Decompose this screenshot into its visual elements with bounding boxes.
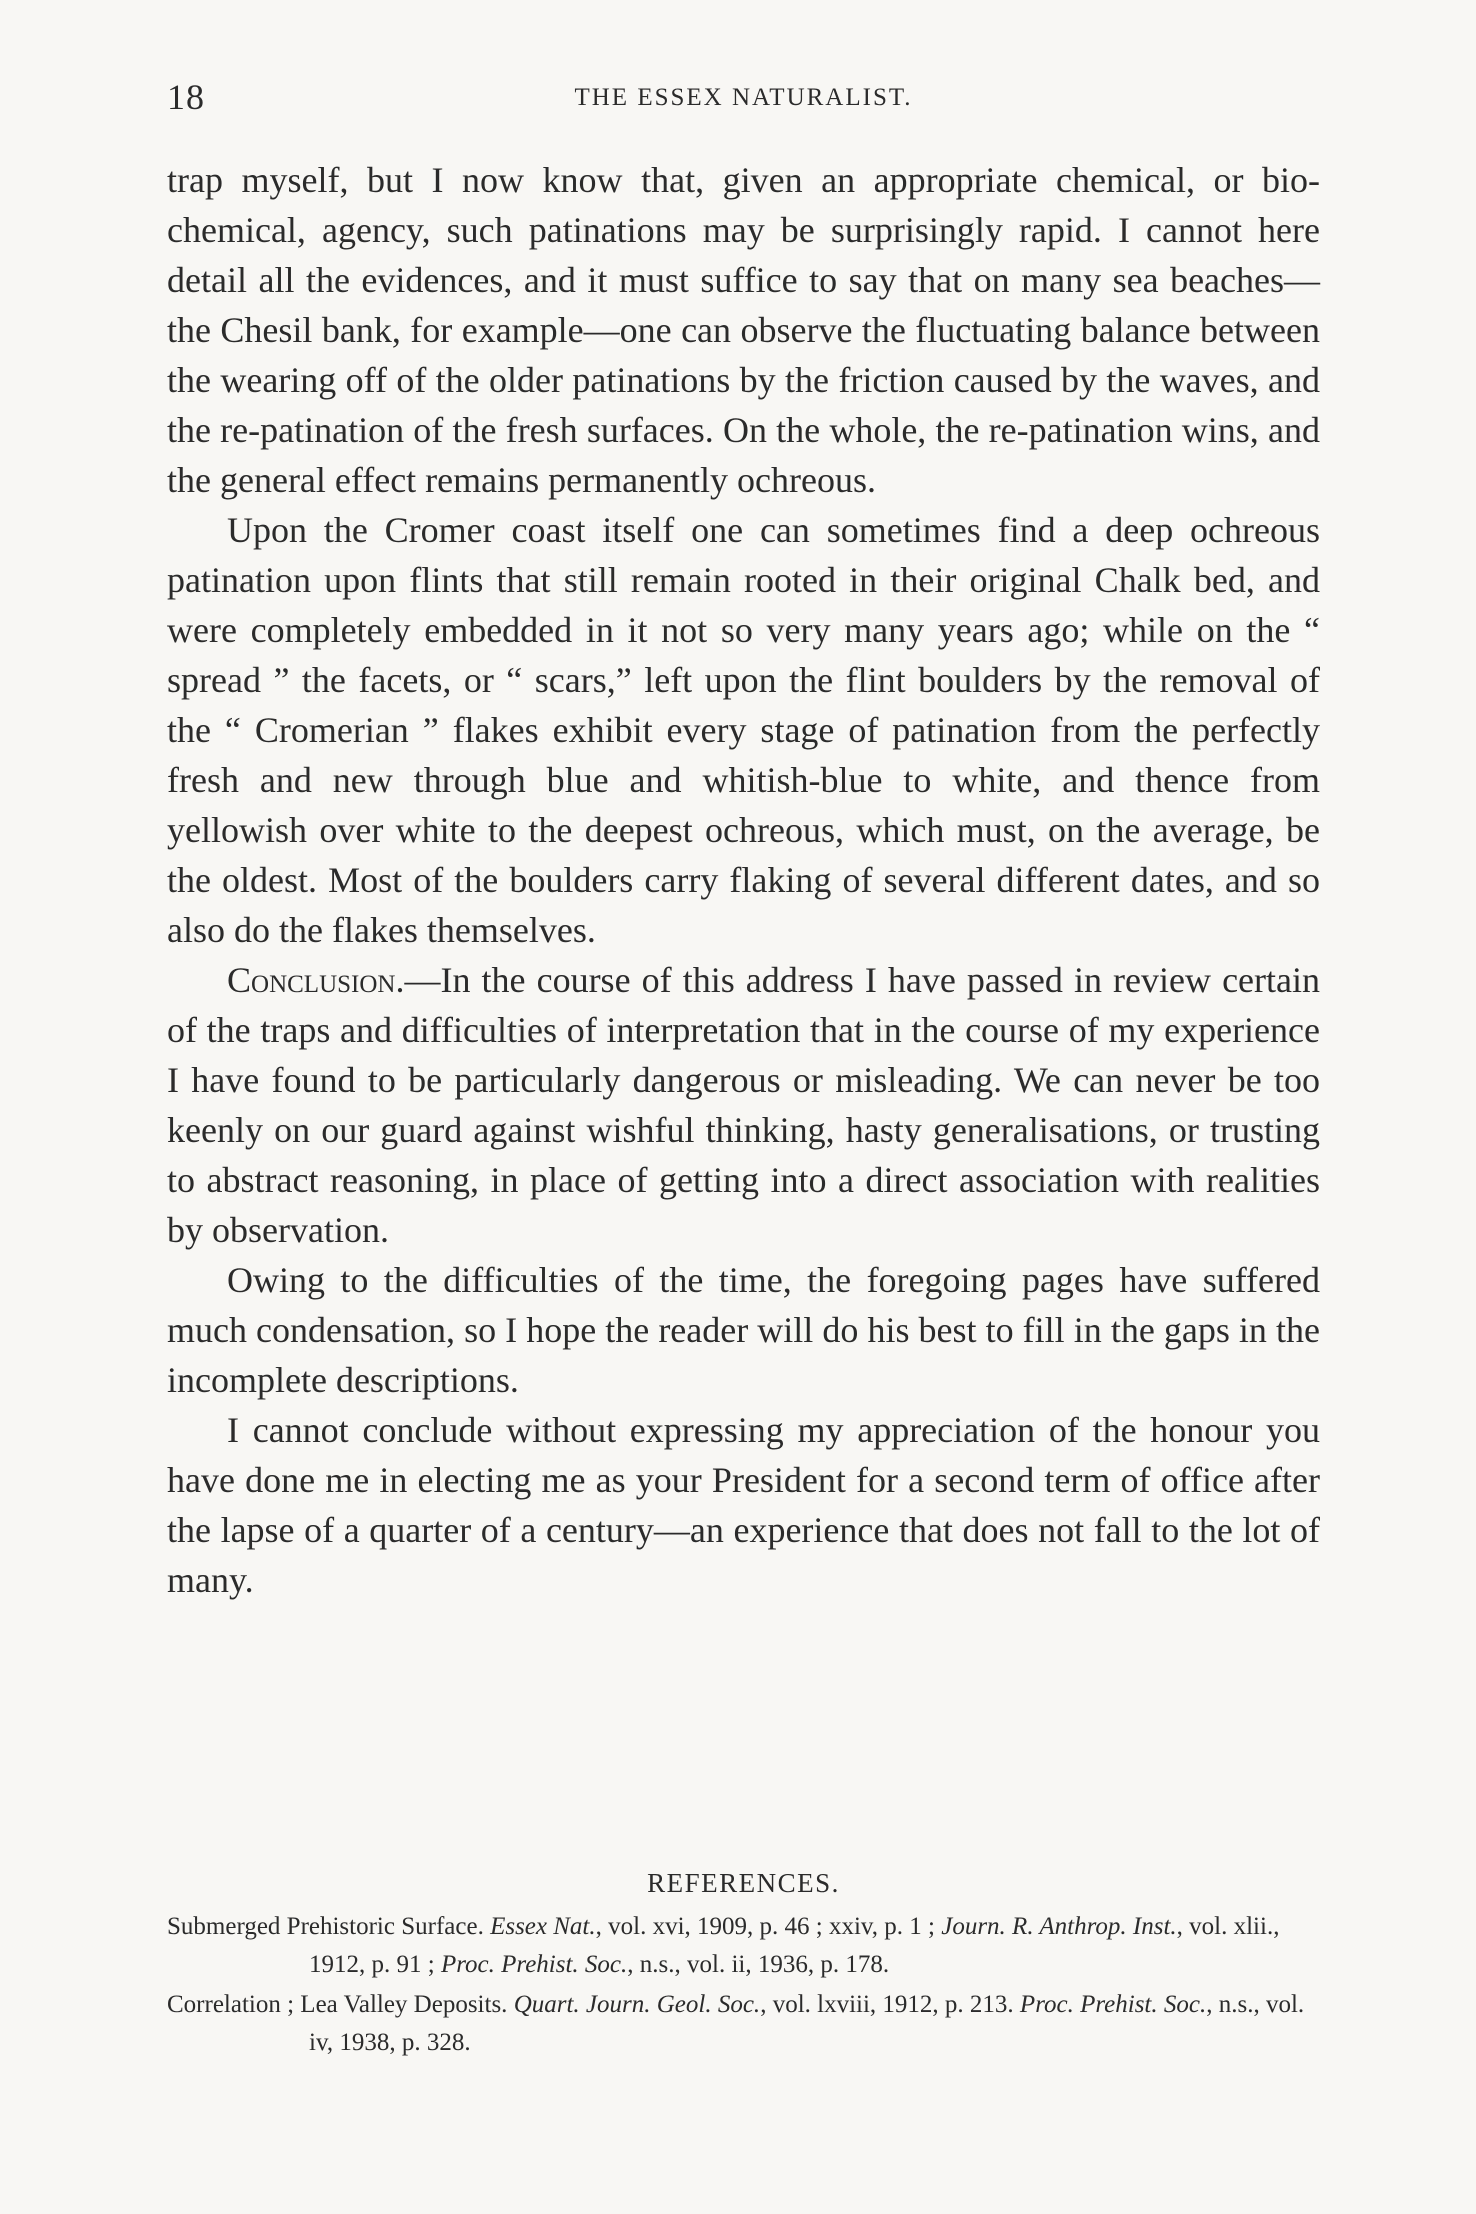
paragraph-4: Owing to the difficulties of the time, the foregoing pages have suffered much condensation, so I hope the reader will do his best to fill in the gaps in the incomplete descriptions. [167, 1260, 1320, 1400]
reference-entry [167, 1986, 1320, 2062]
paragraph-1: trap myself, but I now know that, given an appropriate chemical, or bio-chemical, agency, such patinations may be surprisingly rapid. I cannot here detail all the evidences, and it must suffice to say that on many sea beaches—the Chesil bank, for example—one can observe the fluctuating balance between the wearing off of the older patinations by the friction caused by the waves, and the re-patination of the fresh surfaces. On the whole, the re-patination wins, and the general effect remains permanently ochreous. [167, 160, 1320, 500]
ref-journal: Quart. Journ. Geol. Soc. [513, 1991, 761, 2018]
reference-entry [167, 1908, 1320, 1984]
running-head: THE ESSEX NATURALIST. [574, 84, 913, 111]
ref-text: Correlation ; Lea Valley Deposits. [167, 1991, 514, 2018]
ref-text: , n.s., vol. iv, 1938, p. 328. [309, 1991, 1305, 2056]
body-text [167, 155, 1320, 1605]
page-number: 18 [167, 77, 205, 117]
ref-journal: Proc. Prehist. Soc. [1019, 1991, 1207, 2018]
paragraph-5: I cannot conclude without expressing my appreciation of the honour you have done me in electing me as your President for a second term of office after the lapse of a quarter of a century—an experience that does not fall to the lot of many. [167, 1410, 1320, 1600]
page-header [167, 76, 1320, 126]
ref-text: , vol. xvi, 1909, p. 46 ; xxiv, p. 1 ; [595, 1913, 942, 1940]
ref-text: , vol. xlii., 1912, p. 91 ; [309, 1913, 1280, 1978]
ref-text: , n.s., vol. ii, 1936, p. 178. [627, 1951, 890, 1978]
ref-text: , vol. lxviii, 1912, p. 213. [760, 1991, 1020, 2018]
paragraph-3-text: —In the course of this address I have passed in review certain of the traps and difficulties of interpretation that in the course of my experience I have found to be particularly dangerous or misleading. We can never be too keenly on our guard against wishful thinking, hasty generalisations, or trusting to abstract reasoning, in place of getting into a direct association with realities by observation. [167, 960, 1320, 1250]
ref-text: Submerged Prehistoric Surface. [167, 1913, 491, 1940]
references-list [167, 1908, 1320, 2064]
paragraph-3 [167, 955, 1320, 1255]
section-lead-conclusion: Conclusion. [227, 960, 405, 1000]
ref-journal: Proc. Prehist. Soc. [440, 1951, 628, 1978]
references-heading: REFERENCES. [647, 1868, 840, 1898]
ref-journal: Journ. R. Anthrop. Inst. [941, 1913, 1177, 1940]
paragraph-2: Upon the Cromer coast itself one can sometimes find a deep ochreous patination upon flints that still remain rooted in their original Chalk bed, and were completely embedded in it not so very many years ago; while on the “ spread ” the facets, or “ scars,” left upon the flint boulders by the removal of the “ Cromerian ” flakes exhibit every stage of patination from the perfectly fresh and new through blue and whitish-blue to white, and thence from yellowish over white to the deepest ochreous, which must, on the average, be the oldest. Most of the boulders carry flaking of several different dates, and so also do the flakes themselves. [167, 510, 1320, 950]
ref-journal: Essex Nat. [490, 1913, 596, 1940]
